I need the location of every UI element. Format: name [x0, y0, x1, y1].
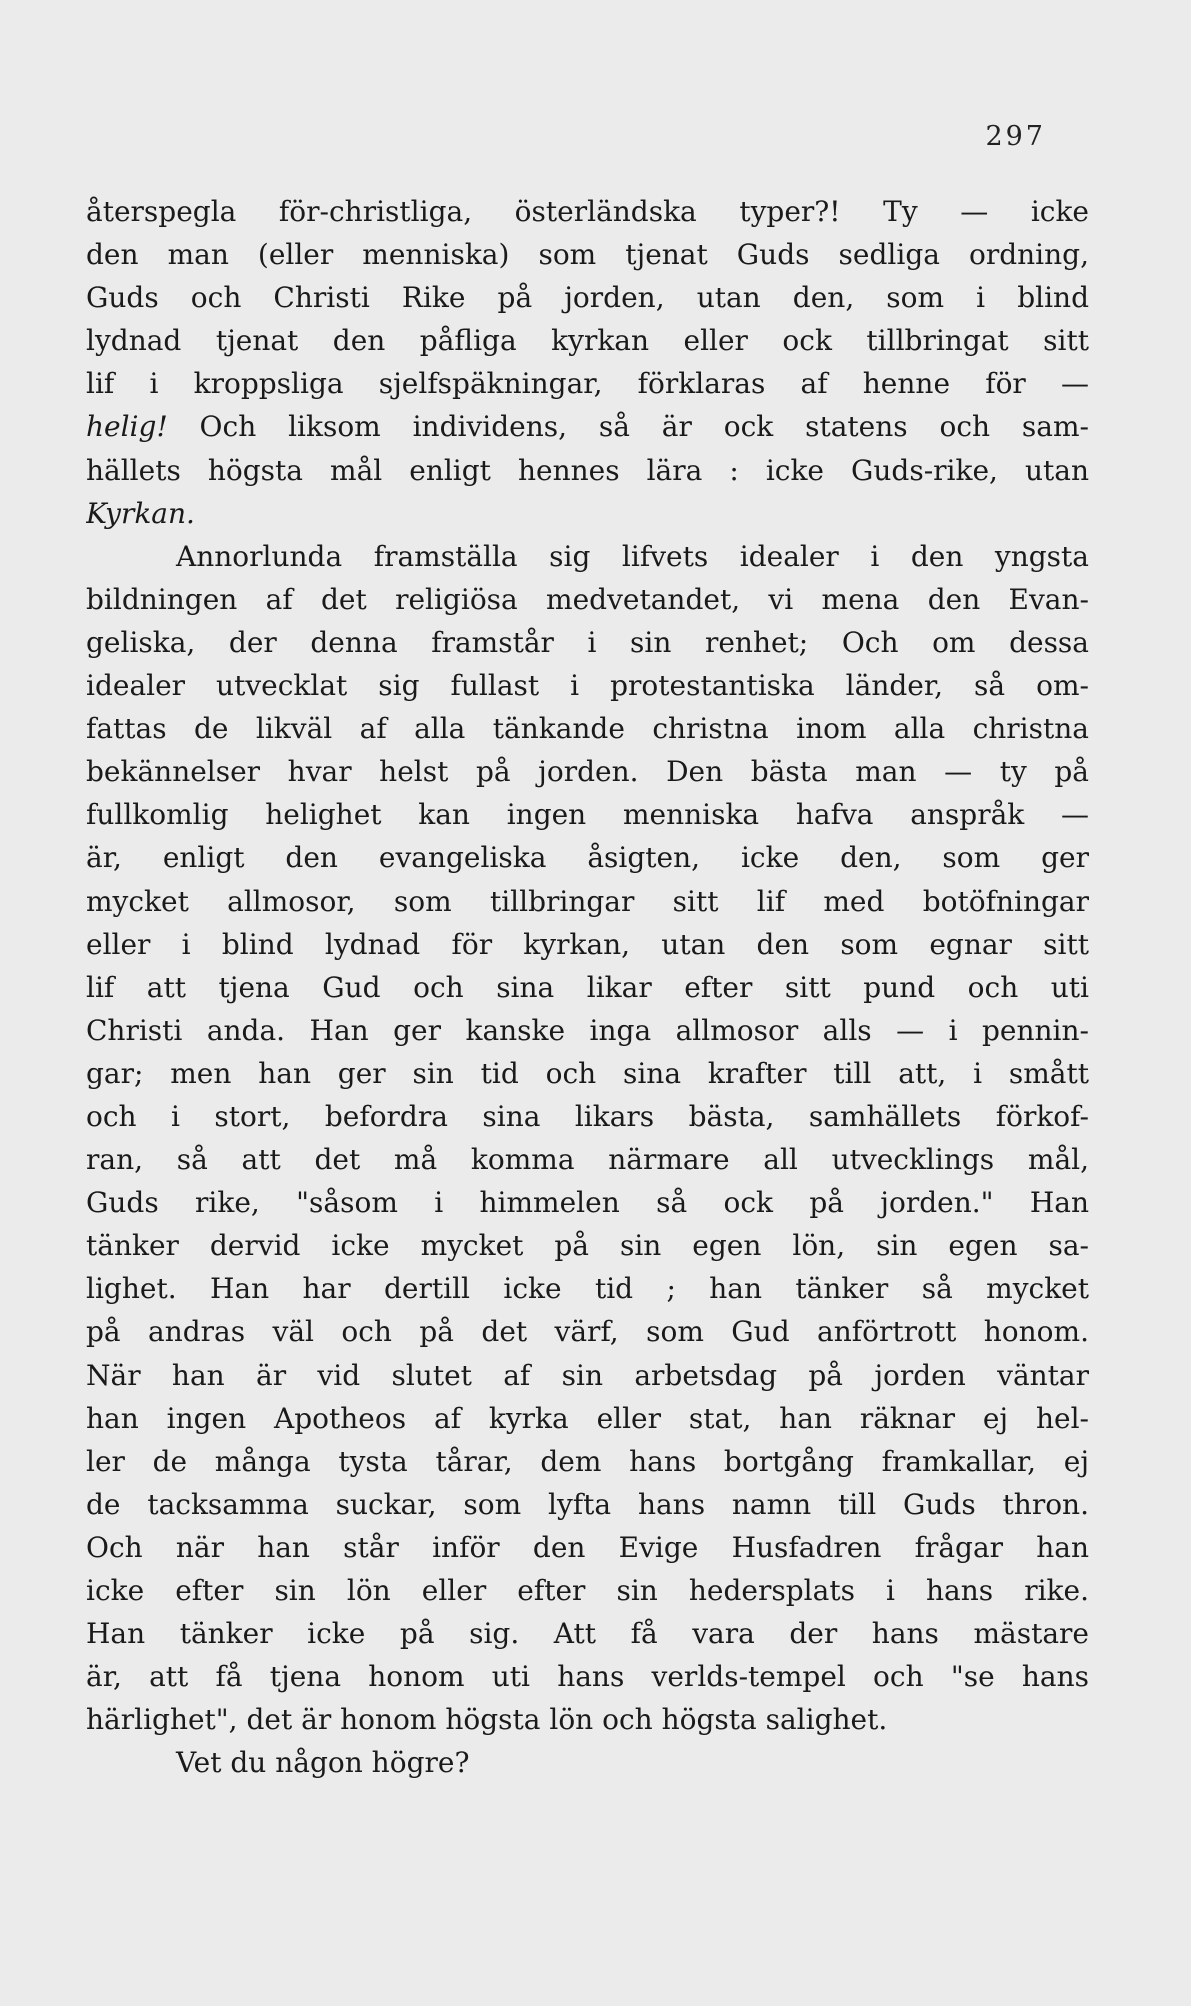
text-line: Kyrkan.	[86, 496, 195, 530]
text-line: Han tänker icke på sig. Att få vara der hans mästare	[86, 1617, 1089, 1651]
text-line: bekännelser hvar helst på jorden. Den bästa man — ty på	[86, 755, 1089, 789]
text-line: Christi anda. Han ger kanske inga allmosor alls — i pennin-	[86, 1013, 1089, 1047]
text-line: ler de många tysta tårar, dem hans bortgång framkallar, ej	[86, 1444, 1089, 1478]
text-line: geliska, der denna framstår i sin renhet; Och om dessa	[86, 625, 1089, 659]
text-line: och i stort, befordra sina likars bästa, samhällets förkof-	[86, 1099, 1089, 1133]
text-line: ran, så att det må komma närmare all utvecklings mål,	[86, 1143, 1089, 1177]
text-line: bildningen af det religiösa medvetandet, vi mena den Evan-	[86, 582, 1089, 616]
text-line: är, enligt den evangeliska åsigten, icke den, som ger	[86, 841, 1089, 875]
text-line: hällets högsta mål enligt hennes lära : icke Guds-rike, utan	[86, 453, 1089, 487]
emphasis-word: helig!	[86, 410, 168, 444]
text-line: på andras väl och på det värf, som Gud anförtrott honom.	[86, 1315, 1089, 1349]
text-line: idealer utvecklat sig fullast i protestantiska länder, så om-	[86, 669, 1089, 703]
text-line: lydnad tjenat den påfliga kyrkan eller ock tillbringat sitt	[86, 324, 1089, 358]
text-line: gar; men han ger sin tid och sina krafter till att, i smått	[86, 1056, 1089, 1090]
text-line: fullkomlig helighet kan ingen menniska hafva anspråk —	[86, 798, 1089, 832]
page-number: 297	[985, 121, 1046, 152]
text-line: lif att tjena Gud och sina likar efter sitt pund och uti	[86, 970, 1089, 1004]
text-line: helig! Och liksom individens, så är ock statens och sam-	[86, 410, 1089, 444]
text-line: härlighet", det är honom högsta lön och högsta salighet.	[86, 1703, 888, 1737]
text-line: När han är vid slutet af sin arbetsdag på jorden väntar	[86, 1358, 1089, 1392]
text-line: eller i blind lydnad för kyrkan, utan den som egnar sitt	[86, 927, 1089, 961]
text-line: Vet du någon högre?	[176, 1746, 470, 1780]
text-line: Guds rike, "såsom i himmelen så ock på jorden." Han	[86, 1186, 1089, 1220]
text-line: lif i kroppsliga sjelfspäkningar, förklaras af henne för —	[86, 367, 1089, 401]
body-text	[86, 190, 1089, 1784]
text-line: återspegla för-christliga, österländska typer?! Ty — icke	[86, 195, 1089, 228]
text-line: Annorlunda framställa sig lifvets idealer i den yngsta	[176, 539, 1089, 573]
text-line: han ingen Apotheos af kyrka eller stat, han räknar ej hel-	[86, 1401, 1089, 1435]
text-line: de tacksamma suckar, som lyfta hans namn till Guds thron.	[86, 1487, 1089, 1521]
text-line: mycket allmosor, som tillbringar sitt lif med botöfningar	[86, 884, 1089, 918]
text-line: tänker dervid icke mycket på sin egen lön, sin egen sa-	[86, 1229, 1089, 1263]
text-line: Och när han står inför den Evige Husfadren frågar han	[86, 1530, 1089, 1564]
text-line: är, att få tjena honom uti hans verlds-tempel och "se hans	[86, 1660, 1089, 1694]
text-line: den man (eller menniska) som tjenat Guds sedliga ordning,	[86, 238, 1089, 272]
text-line: icke efter sin lön eller efter sin hedersplats i hans rike.	[86, 1574, 1089, 1607]
text-line: fattas de likväl af alla tänkande christna inom alla christna	[86, 712, 1089, 746]
text-line: lighet. Han har dertill icke tid ; han tänker så mycket	[86, 1272, 1089, 1306]
text-line: Guds och Christi Rike på jorden, utan den, som i blind	[86, 281, 1089, 315]
